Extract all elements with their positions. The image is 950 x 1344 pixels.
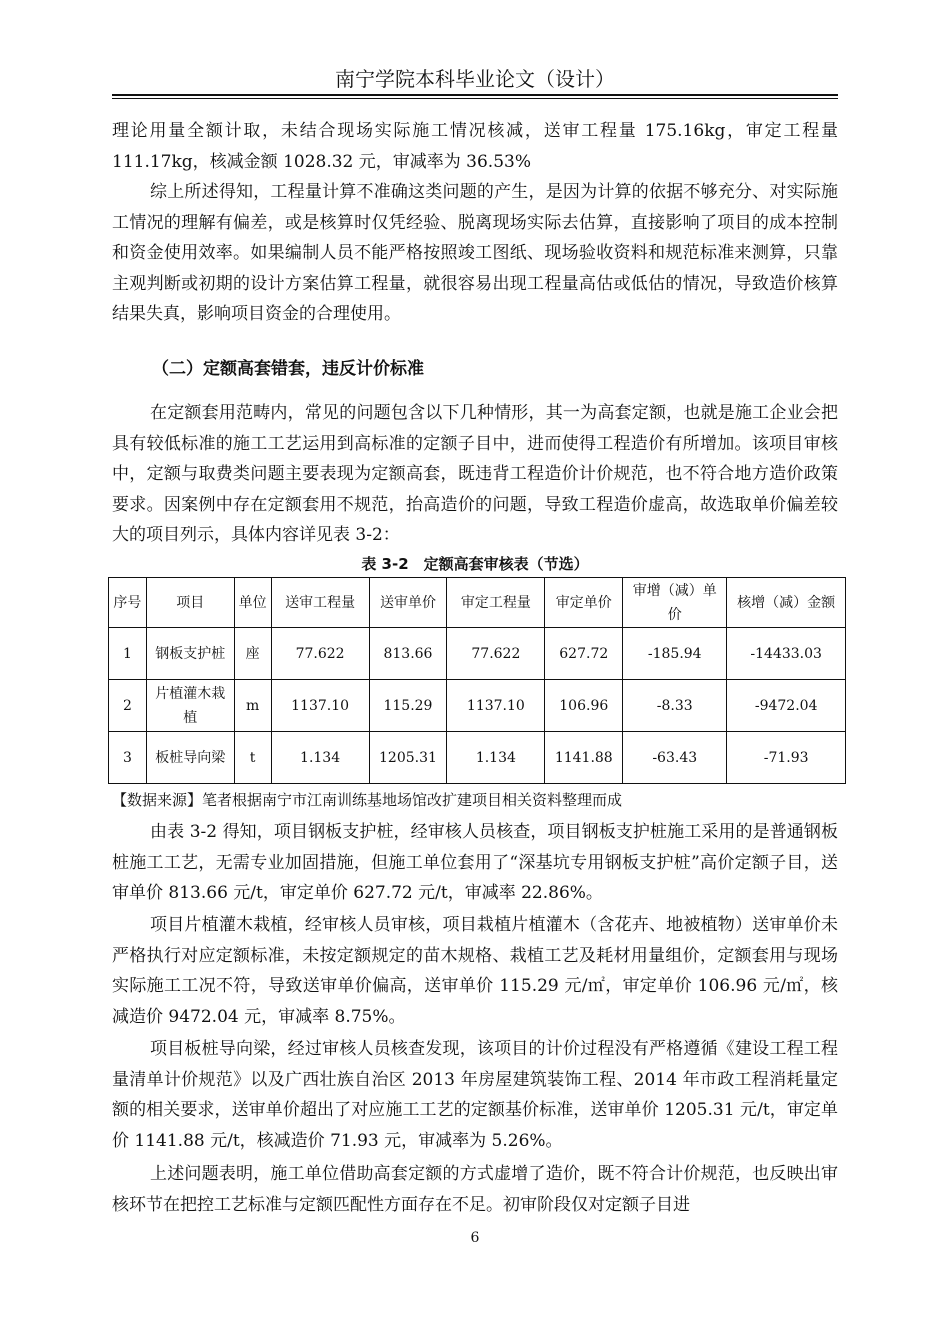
table-cell: 1 <box>109 628 147 680</box>
table-row <box>109 732 846 784</box>
table-cell: 813.66 <box>369 628 447 680</box>
table-cell: 2 <box>109 680 147 732</box>
table-cell: 1141.88 <box>545 732 623 784</box>
table-cell: -185.94 <box>623 628 727 680</box>
paragraph-6: 项目板桩导向梁，经过审核人员核查发现，该项目的计价过程没有严格遵循《建设工程工程量清单计价规范》以及广西壮族自治区 2013 年房屋建筑装饰工程、2014 年市政工程消耗量定额的相关要求，送审单价超出了对应施工工艺的定额基价标准，送审单价 1205.31 元/t，审定单价 1141.88 元/t，核减造价 71.93 元，审减率为 5.26%。 <box>112 1039 838 1151</box>
header-cell: 送审单价 <box>369 578 447 628</box>
table-cell: 钢板支护桩 <box>146 628 234 680</box>
table-cell: -63.43 <box>623 732 727 784</box>
table-cell: 115.29 <box>369 680 447 732</box>
table-cell: -8.33 <box>623 680 727 732</box>
audit-table <box>108 577 846 784</box>
paragraph-1: 理论用量全额计取，未结合现场实际施工情况核减，送审工程量 175.16kg，审定工程量 111.17kg，核减金额 1028.32 元，审减率为 36.53% <box>112 121 838 172</box>
table-cell: 77.622 <box>447 628 545 680</box>
table-cell: 627.72 <box>545 628 623 680</box>
table-row <box>109 680 846 732</box>
header-rule-thin <box>112 98 838 99</box>
page-number: 6 <box>470 1230 480 1246</box>
paragraph-3: 在定额套用范畴内，常见的问题包含以下几种情形，其一为高套定额，也就是施工企业会把具有较低标准的施工工艺运用到高标准的定额子目中，进而使得工程造价有所增加。该项目审核中，定额与取费类问题主要表现为定额高套，既违背工程造价计价规范，也不符合地方造价政策要求。因案例中存在定额套用不规范，抬高造价的问题，导致工程造价虚高，故选取单价偏差较大的项目列示，具体内容详见表 3-2： <box>112 403 838 545</box>
header-rule <box>112 94 838 96</box>
table-cell: 1.134 <box>447 732 545 784</box>
table-cell: -71.93 <box>727 732 846 784</box>
table-header-row <box>109 578 846 628</box>
table-cell: 1137.10 <box>447 680 545 732</box>
table-source-note: 【数据来源】笔者根据南宁市江南训练基地场馆改扩建项目相关资料整理而成 <box>112 791 623 809</box>
header-cell: 核增（减）金额 <box>727 578 846 628</box>
table-row <box>109 628 846 680</box>
table-cell: 1137.10 <box>271 680 369 732</box>
header-cell: 单位 <box>234 578 271 628</box>
table-cell: t <box>234 732 271 784</box>
table-cell: -14433.03 <box>727 628 846 680</box>
header-cell: 序号 <box>109 578 147 628</box>
table-cell: -9472.04 <box>727 680 846 732</box>
table-cell: 77.622 <box>271 628 369 680</box>
table-cell: 1.134 <box>271 732 369 784</box>
paragraph-7: 上述问题表明，施工单位借助高套定额的方式虚增了造价，既不符合计价规范，也反映出审核环节在把控工艺标准与定额匹配性方面存在不足。初审阶段仅对定额子目进 <box>112 1164 838 1215</box>
table-caption: 表 3-2 定额高套审核表（节选） <box>361 555 589 573</box>
header-cell: 审定单价 <box>545 578 623 628</box>
table-cell: 106.96 <box>545 680 623 732</box>
paragraph-5: 项目片植灌木栽植，经审核人员审核，项目栽植片植灌木（含花卉、地被植物）送审单价未严格执行对应定额标准，未按定额规定的苗木规格、栽植工艺及耗材用量组价，定额套用与现场实际施工工况不符，导致送审单价偏高，送审单价 115.29 元/㎡，审定单价 106.96 元/㎡，核减造价 9472.04 元，审减率 8.75%。 <box>112 915 838 1027</box>
section-heading: （二）定额高套错套，违反计价标准 <box>152 359 424 379</box>
table-cell: 1205.31 <box>369 732 447 784</box>
table-cell: 座 <box>234 628 271 680</box>
paragraph-4: 由表 3-2 得知，项目钢板支护桩，经审核人员核查，项目钢板支护桩施工采用的是普通钢板桩施工工艺，无需专业加固措施，但施工单位套用了“深基坑专用钢板支护桩”高价定额子目，送审单价 813.66 元/t，审定单价 627.72 元/t，审减率 22.86%。 <box>112 822 838 903</box>
table-cell: 板桩导向梁 <box>146 732 234 784</box>
page-header-title: 南宁学院本科毕业论文（设计） <box>335 67 615 91</box>
header-cell: 审定工程量 <box>447 578 545 628</box>
table-cell: m <box>234 680 271 732</box>
header-cell: 审增（减）单价 <box>623 578 727 628</box>
table-cell: 3 <box>109 732 147 784</box>
header-cell: 送审工程量 <box>271 578 369 628</box>
paragraph-2: 综上所述得知，工程量计算不准确这类问题的产生，是因为计算的依据不够充分、对实际施工情况的理解有偏差，或是核算时仅凭经验、脱离现场实际去估算，直接影响了项目的成本控制和资金使用效率。如果编制人员不能严格按照竣工图纸、现场验收资料和规范标准来测算，只靠主观判断或初期的设计方案估算工程量，就很容易出现工程量高估或低估的情况，导致造价核算结果失真，影响项目资金的合理使用。 <box>112 182 838 324</box>
table-cell: 片植灌木栽植 <box>146 680 234 732</box>
header-cell: 项目 <box>146 578 234 628</box>
